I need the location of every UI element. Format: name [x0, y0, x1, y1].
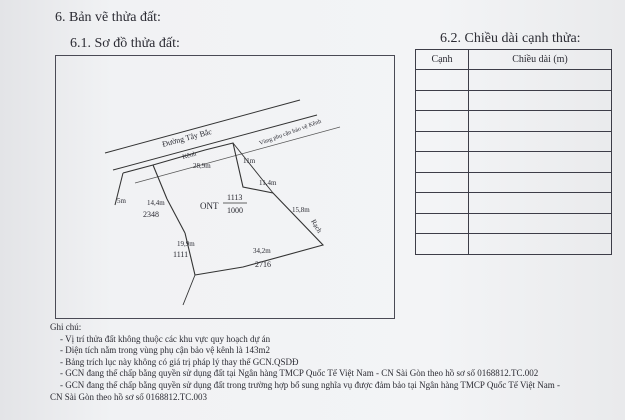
road-name-label: Đường Tây Bắc [161, 127, 213, 149]
edge-lengths-table [415, 49, 612, 255]
notes-section [50, 322, 622, 403]
table-row [416, 213, 612, 234]
canal-label: Kênh [181, 150, 198, 161]
note-item: - GCN đang thế chấp bằng quyền sử dụng đất trong trường hợp bổ sung nghĩa vụ được đảm bảo tại Ngân hàng TMCP Quốc Tế Việt Nam - [60, 379, 560, 390]
edge-cell [416, 234, 469, 255]
neighbor-bottom-left-number: 1111 [173, 250, 189, 259]
table-row [416, 70, 612, 91]
parcel-number-label: 1113 [227, 193, 243, 202]
table-body [416, 70, 612, 255]
table-row [416, 172, 612, 193]
buffer-zone-label: Vùng phụ cận bảo vệ Kênh [258, 118, 323, 147]
canal-line [135, 127, 340, 183]
parcel-type-label: ONT [200, 201, 219, 211]
length-cell [469, 70, 612, 91]
neighbor-left-number: 2348 [143, 210, 159, 219]
edge-cell [416, 152, 469, 173]
note-continuation: CN Sài Gòn theo hồ sơ số 0168812.TC.003 [50, 391, 208, 402]
note-item: - Diện tích nằm trong vùng phụ cận bảo vệ kênh là 143m2 [60, 345, 270, 356]
neighbor-boundary-bottom [183, 275, 195, 305]
creek-label: Rạch [309, 218, 324, 235]
note-item: - Vị trí thửa đất không thuộc các khu vực quy hoạch dự án [60, 333, 271, 344]
parcel-left-lower-edge [167, 199, 185, 233]
edge-cell [416, 213, 469, 234]
length-cell [469, 111, 612, 132]
parcel-map [55, 55, 395, 319]
length-bottom-left-label: 19,9m [177, 240, 195, 248]
length-left-label: 14,4m [147, 199, 165, 207]
length-cell [469, 131, 612, 152]
table-row [416, 111, 612, 132]
length-cell [469, 90, 612, 111]
length-cell [469, 213, 612, 234]
edge-cell [416, 172, 469, 193]
length-right-lower-label: 15,8m [292, 206, 310, 214]
edge-cell [416, 193, 469, 214]
table-row [416, 193, 612, 214]
note-item: - GCN đang thế chấp bằng quyền sử dụng đất tại Ngân hàng TMCP Quốc Tế Việt Nam - CN Sài Gòn theo hồ sơ số 0168812.TC.002 [60, 368, 539, 379]
road-line-upper [105, 100, 300, 153]
length-cell [469, 172, 612, 193]
table-header-row [416, 50, 612, 70]
column-header-edge: Cạnh [416, 50, 469, 70]
edge-cell [416, 111, 469, 132]
length-cell [469, 193, 612, 214]
length-bottom-label: 34,2m [253, 247, 271, 255]
note-item: - Bảng trích lục này không có giá trị pháp lý thay thế GCN.QSDĐ [60, 356, 299, 367]
table-row [416, 90, 612, 111]
edge-cell [416, 70, 469, 91]
neighbor-bottom-right-number: 2716 [255, 260, 271, 269]
notes-title: Ghi chú: [50, 322, 82, 332]
table-row [416, 152, 612, 173]
length-right-mid-label: 11,4m [259, 179, 277, 187]
length-cell [469, 152, 612, 173]
edge-cell [416, 131, 469, 152]
parcel-left-edge [153, 165, 167, 199]
parcel-sheet-label: 1000 [227, 206, 243, 215]
table-row [416, 234, 612, 255]
table-row [416, 131, 612, 152]
edge-cell [416, 90, 469, 111]
section-title: 6. Bản vẽ thửa đất: [55, 10, 161, 25]
length-top-label: 28,9m [193, 162, 211, 170]
length-cell [469, 234, 612, 255]
length-left-offset-label: 5m [117, 197, 126, 205]
column-header-length: Chiều dài (m) [469, 50, 612, 70]
plot-diagram-heading: 6.1. Sơ đồ thửa đất: [70, 36, 180, 51]
length-right-short-label: 11m [243, 157, 256, 165]
edge-lengths-heading: 6.2. Chiều dài cạnh thửa: [440, 31, 581, 46]
